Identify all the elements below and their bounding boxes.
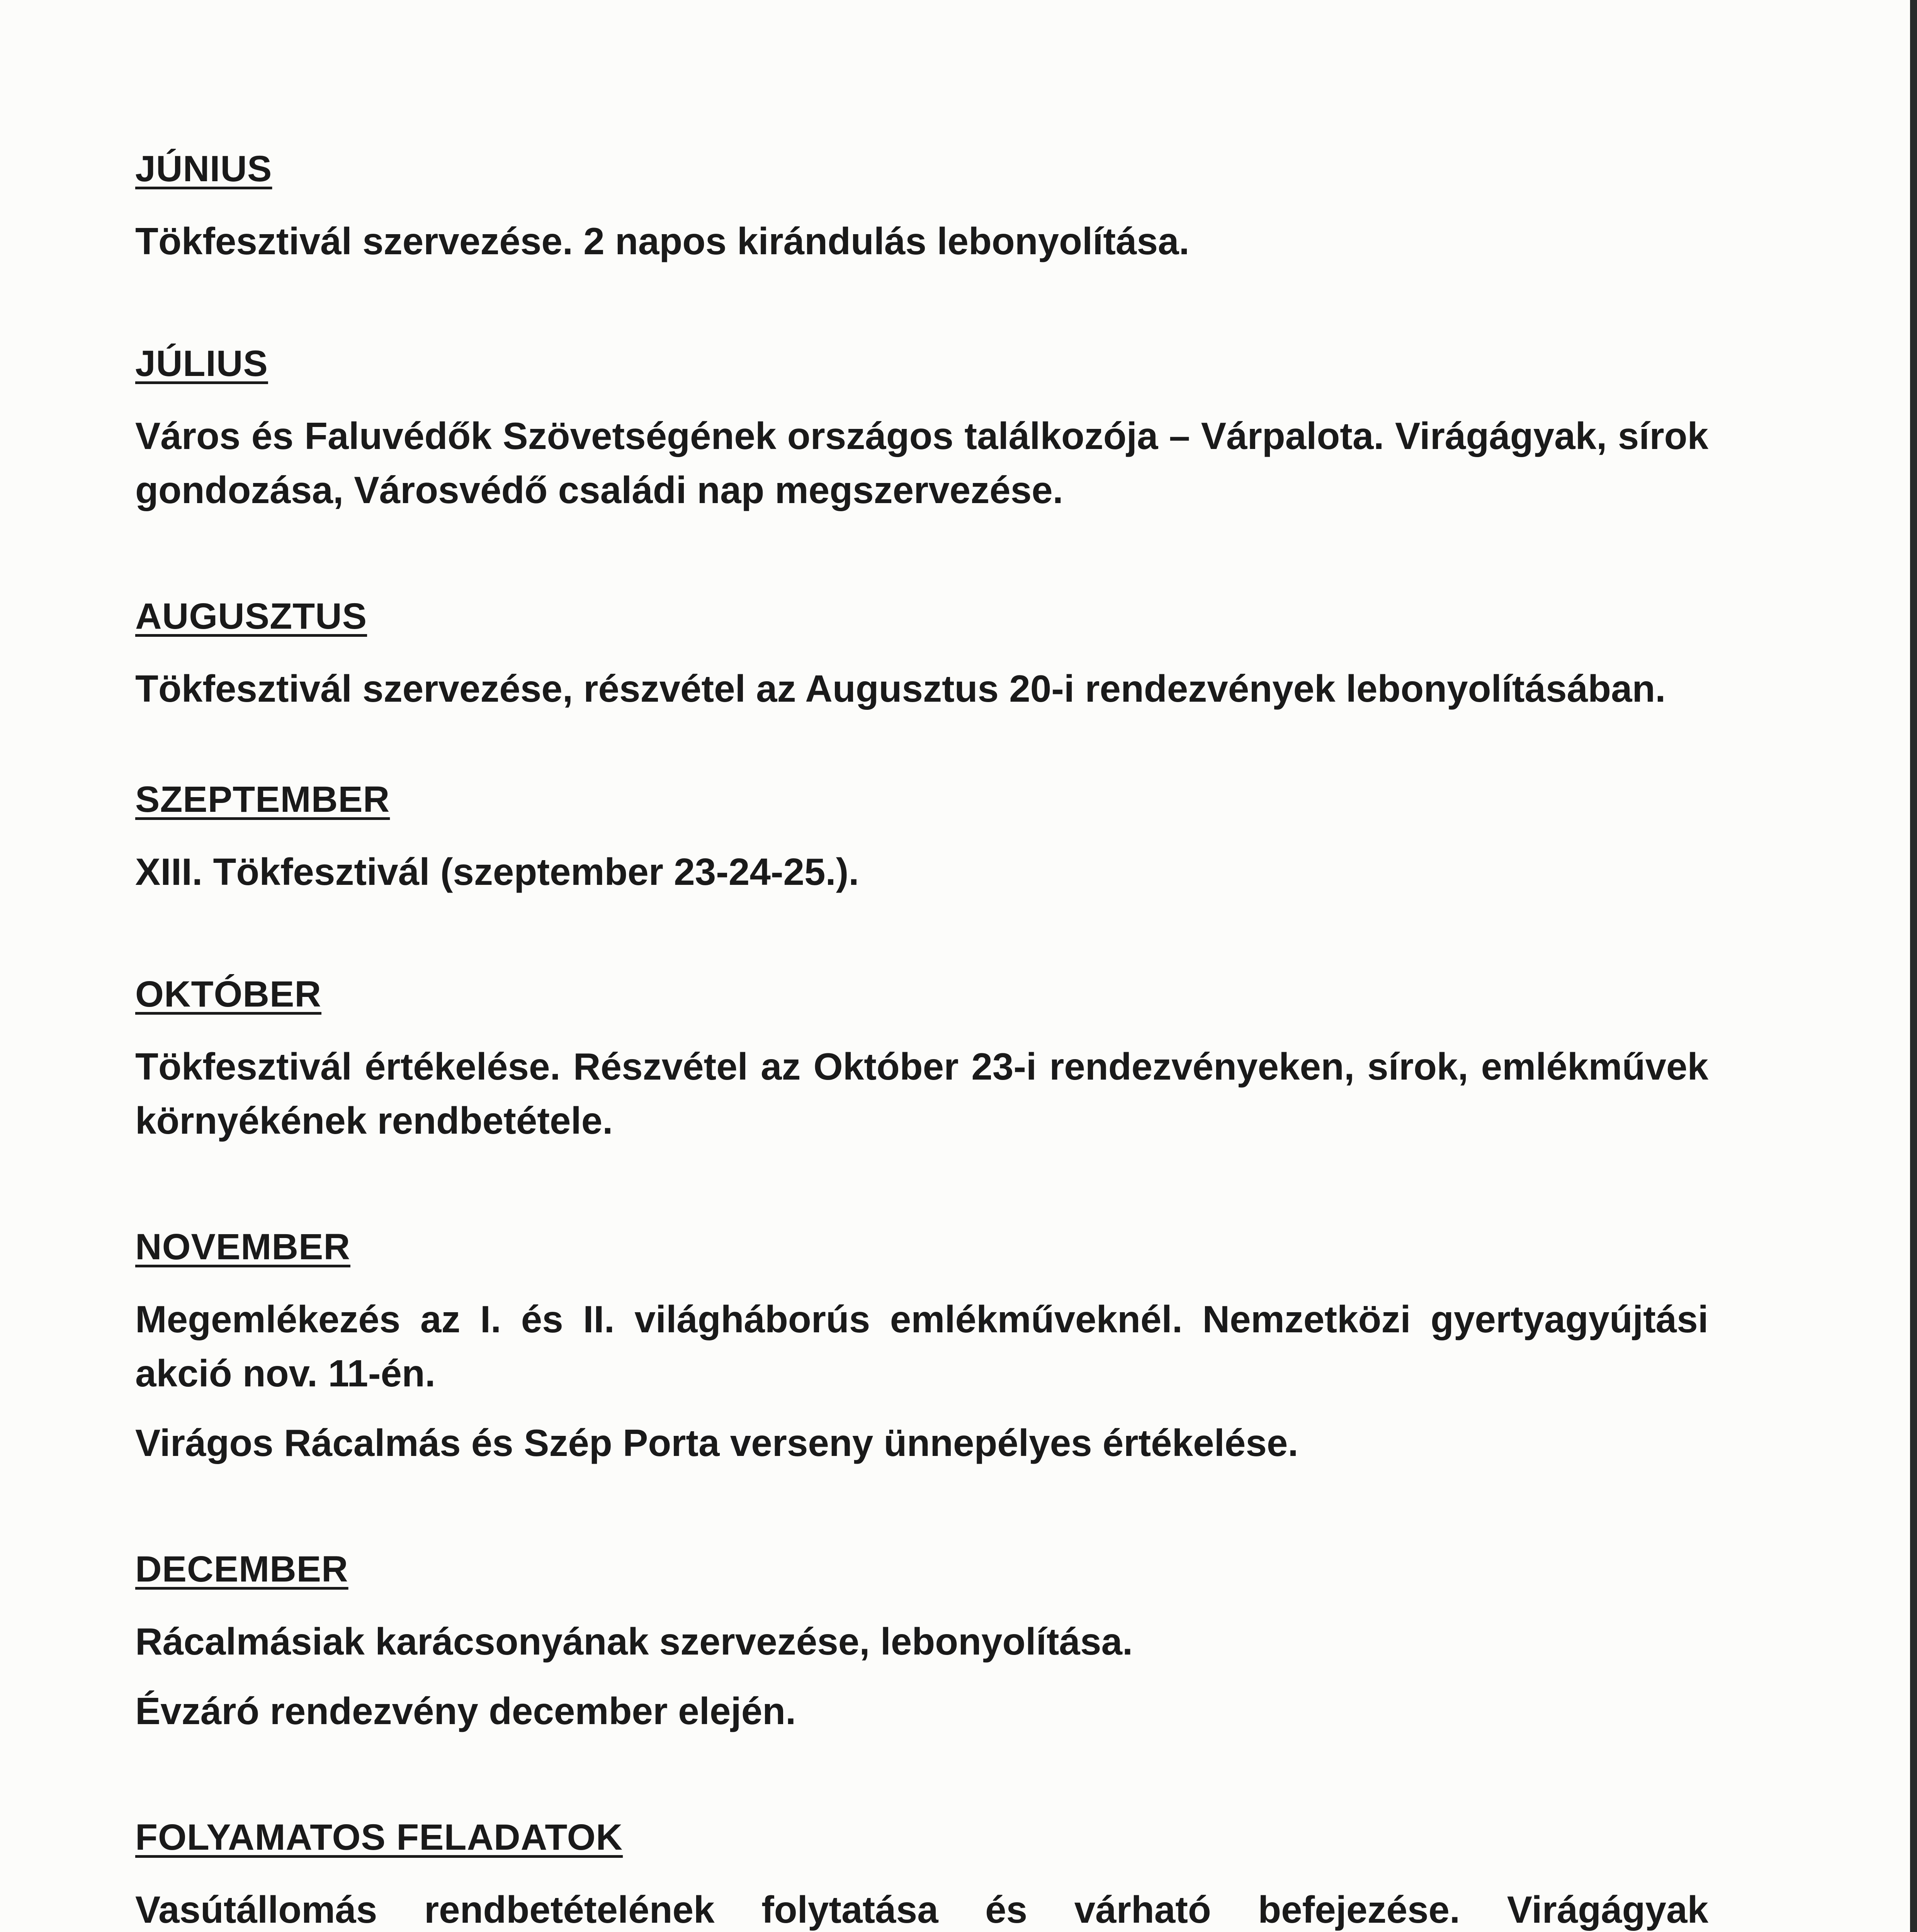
section-heading: DECEMBER: [135, 1549, 348, 1590]
section-heading: JÚNIUS: [135, 148, 272, 189]
section-heading: FOLYAMATOS FELADATOK: [135, 1817, 623, 1858]
section-paragraph: Évzáró rendezvény december elején.: [135, 1690, 796, 1732]
section-junius: [135, 147, 1708, 268]
section-oktober: [135, 972, 1708, 1148]
section-paragraph: Virágos Rácalmás és Szép Porta verseny ünnepélyes értékelése.: [135, 1422, 1298, 1464]
section-heading: SZEPTEMBER: [135, 779, 390, 820]
document-body: [135, 147, 1708, 1932]
section-paragraph: Tökfesztivál értékelése. Részvétel az Október 23-i rendezvényeken, sírok, emlékművek környékének rendbetétele.: [135, 1045, 1708, 1142]
section-paragraph: Város és Faluvédők Szövetségének országos találkozója – Várpalota. Virágágyak, sírok gondozása, Városvédő családi nap megszervezése.: [135, 415, 1708, 511]
section-augusztus: [135, 594, 1708, 716]
section-heading: NOVEMBER: [135, 1226, 350, 1267]
section-december: [135, 1547, 1708, 1738]
section-julius: [135, 342, 1708, 517]
section-szeptember: [135, 777, 1708, 899]
section-paragraph: Vasútállomás rendbetételének folytatása és várható befejezése. Virágágyak: [135, 1888, 1708, 1931]
section-paragraph: XIII. Tökfesztivál (szeptember 23-24-25.).: [135, 850, 859, 893]
section-november: [135, 1225, 1708, 1470]
section-paragraph: Rácalmásiak karácsonyának szervezése, lebonyolítása.: [135, 1620, 1133, 1663]
section-heading: JÚLIUS: [135, 343, 268, 384]
scan-edge-right: [1910, 0, 1917, 1932]
section-heading: OKTÓBER: [135, 974, 321, 1015]
section-paragraph: Megemlékezés az I. és II. világháborús emlékműveknél. Nemzetközi gyertyagyújtási akció nov. 11-én.: [135, 1298, 1708, 1395]
section-paragraph: Tökfesztivál szervezése. 2 napos kirándulás lebonyolítása.: [135, 220, 1190, 262]
section-folyamatos-feladatok: [135, 1815, 1708, 1932]
section-paragraph: Tökfesztivál szervezése, részvétel az Augusztus 20-i rendezvények lebonyolításában.: [135, 667, 1666, 710]
section-heading: AUGUSZTUS: [135, 596, 367, 637]
